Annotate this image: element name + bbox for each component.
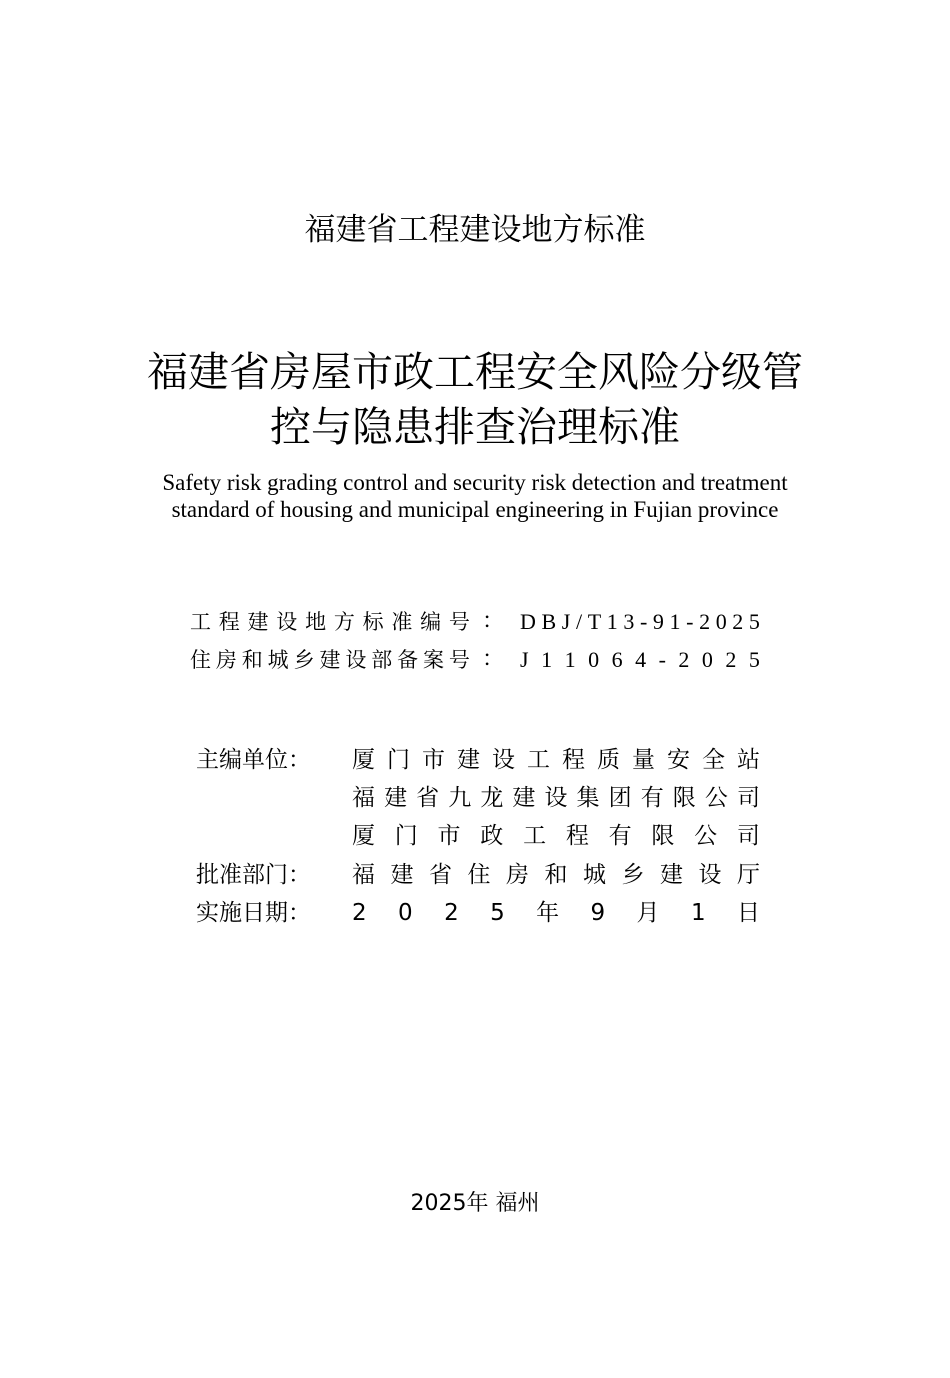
english-title-line-2: standard of housing and municipal engineering in Fujian province <box>171 497 779 522</box>
standard-number-row <box>190 606 760 638</box>
editor-unit-2: 福 建 省 九 龙 建 设 集 团 有 限 公 司 <box>352 785 760 811</box>
main-title-line-2: 控与隐患排查治理标准 <box>270 403 680 451</box>
approval-label: 批准部门： <box>196 862 311 888</box>
english-title-line-1: Safety risk grading control and security risk detection and treatment <box>162 470 788 495</box>
approval-department: 福 建 省 住 房 和 城 乡 建 设 厅 <box>352 862 760 888</box>
standard-number-colon: ： <box>482 609 505 634</box>
effective-date: 2 0 2 5 年 9 月 1 日 <box>352 900 760 926</box>
editor-unit-3: 厦 门 市 政 工 程 有 限 公 司 <box>352 823 760 849</box>
standard-number-value: D B J / T 1 3 - 9 1 - 2 0 2 5 <box>520 609 760 634</box>
standard-number-label: 工 程 建 设 地 方 标 准 编 号 <box>190 610 470 634</box>
main-title-line-1: 福建省房屋市政工程安全风险分级管 <box>147 348 803 396</box>
filing-number-value: J 1 1 0 6 4 - 2 0 2 5 <box>520 647 760 672</box>
series-title: 福建省工程建设地方标准 <box>304 212 646 248</box>
filing-number-row <box>190 644 760 676</box>
publication-year-place: 2025年 福州 <box>410 1191 540 1216</box>
filing-number-label: 住 房 和 城 乡 建 设 部 备 案 号 <box>190 648 470 672</box>
editor-label: 主编单位： <box>196 747 311 773</box>
filing-number-colon: ： <box>482 647 505 672</box>
editor-unit-1: 厦 门 市 建 设 工 程 质 量 安 全 站 <box>352 747 760 773</box>
effective-date-label: 实施日期： <box>196 900 311 926</box>
